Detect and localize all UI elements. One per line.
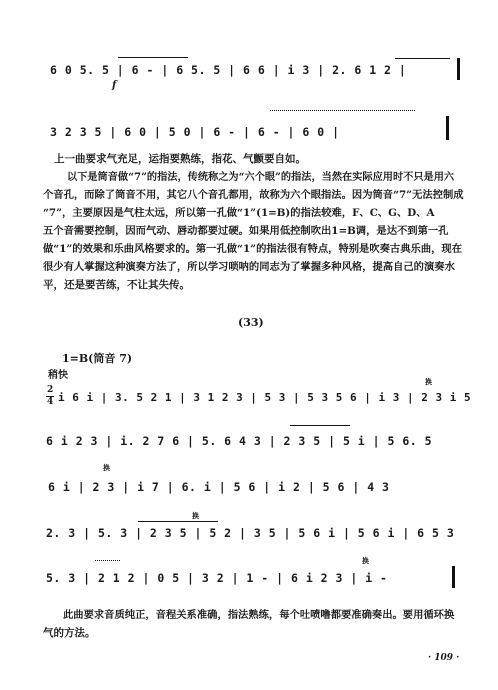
score-main-row-4: 2. 3 | 5. 3 | 2 3 5 | 5 2 | 3 5 | 5 6 i | 5 6 i | 6 5 3 (46, 526, 455, 540)
paragraph-1-line-4: “7”，主要原因是气柱太远，所以第一孔做“1”(1=B)的指法较难，F、C、G、D、A (43, 207, 435, 219)
trill-line (95, 560, 120, 562)
dynamic-marking: f (112, 80, 117, 91)
time-signature-bottom: 4 (47, 397, 54, 407)
final-barline (457, 58, 460, 80)
score-main-row-1: i 6 i | 3. 5 2 1 | 3 1 2 3 | 5 3 | 5 3 5 6 | i 3 | 2 3 i 5 (58, 391, 472, 404)
final-barline (452, 566, 455, 588)
paragraph-1-line-8: 平，还是要苦练，不让其失传。 (43, 279, 190, 291)
slur-line (290, 425, 350, 426)
tempo-marking: 稍快 (48, 370, 68, 381)
score-main-row-2: 6 i 2 3 | i. 2 7 6 | 5. 6 4 3 | 2 3 5 | 5 i | 5 6. 5 (46, 434, 433, 448)
huan-breath-mark: 换 (362, 557, 369, 565)
paragraph-2-line-1: 此曲要求音质纯正，音程关系准确，指法熟练，每个吐喷噜都要准确奏出。要用循环换 (63, 609, 455, 621)
section-number: (33) (238, 316, 264, 329)
key-signature: 1=B(筒音 7) (62, 352, 133, 365)
score-main-row-5: 5. 3 | 2 1 2 | 0 5 | 3 2 | 1 - | 6 i 2 3 | i - (46, 571, 388, 585)
page-number: · 109 · (428, 653, 460, 663)
paragraph-1-line-7: 很少有人掌握这种演奏方法了，所以学习唢呐的同志为了掌握多种风格，提高自己的演奏水 (43, 261, 455, 273)
paragraph-1-line-3: 个音孔，而除了筒音不用，其它八个音孔都用，故称为六个眼指法。因为筒音“7”无法控制成 (43, 189, 464, 201)
huan-breath-mark: 换 (425, 378, 432, 386)
paragraph-1-line-5: 五个音需要控制，因而气动、唇动都要过硬。如果用低控制吹出1=B调，是达不到第一孔 (43, 225, 449, 237)
huan-breath-mark: 换 (103, 464, 110, 472)
slur-line (138, 521, 218, 522)
paragraph-1-line-6: 做“1”的效果和乐曲风格要求的。第一孔做“1”的指法很有特点，特别是吹奏古典乐曲，现在 (43, 243, 463, 255)
paragraph-1-line-2: 以下是筒音做“7”的指法，传统称之为“六个眼”的指法，当然在实际应用时不只是用六 (67, 171, 455, 183)
slur-line (395, 58, 450, 59)
final-barline (446, 116, 449, 140)
slur-line (118, 57, 188, 58)
time-signature-top: 2 (47, 385, 54, 395)
score-main-row-3: 6 i | 2 3 | i 7 | 6. i | 5 6 | i 2 | 5 6 | 4 3 (48, 480, 390, 494)
score-top-row-1: 6 0 5. 5 | 6 - | 6 5. 5 | 6 6 | i 3 | 2. 6 1 2 | (50, 63, 407, 77)
score-top-row-2: 3 2 3 5 | 6 0 | 5 0 | 6 - | 6 - | 6 0 | (50, 125, 340, 139)
trill-line (270, 110, 415, 112)
paragraph-2-line-2: 气的方法。 (43, 627, 96, 639)
paragraph-1-line-1: 上一曲要求气充足，运指要熟练，指花、气颤要自如。 (54, 153, 306, 165)
huan-breath-mark: 换 (192, 512, 199, 520)
